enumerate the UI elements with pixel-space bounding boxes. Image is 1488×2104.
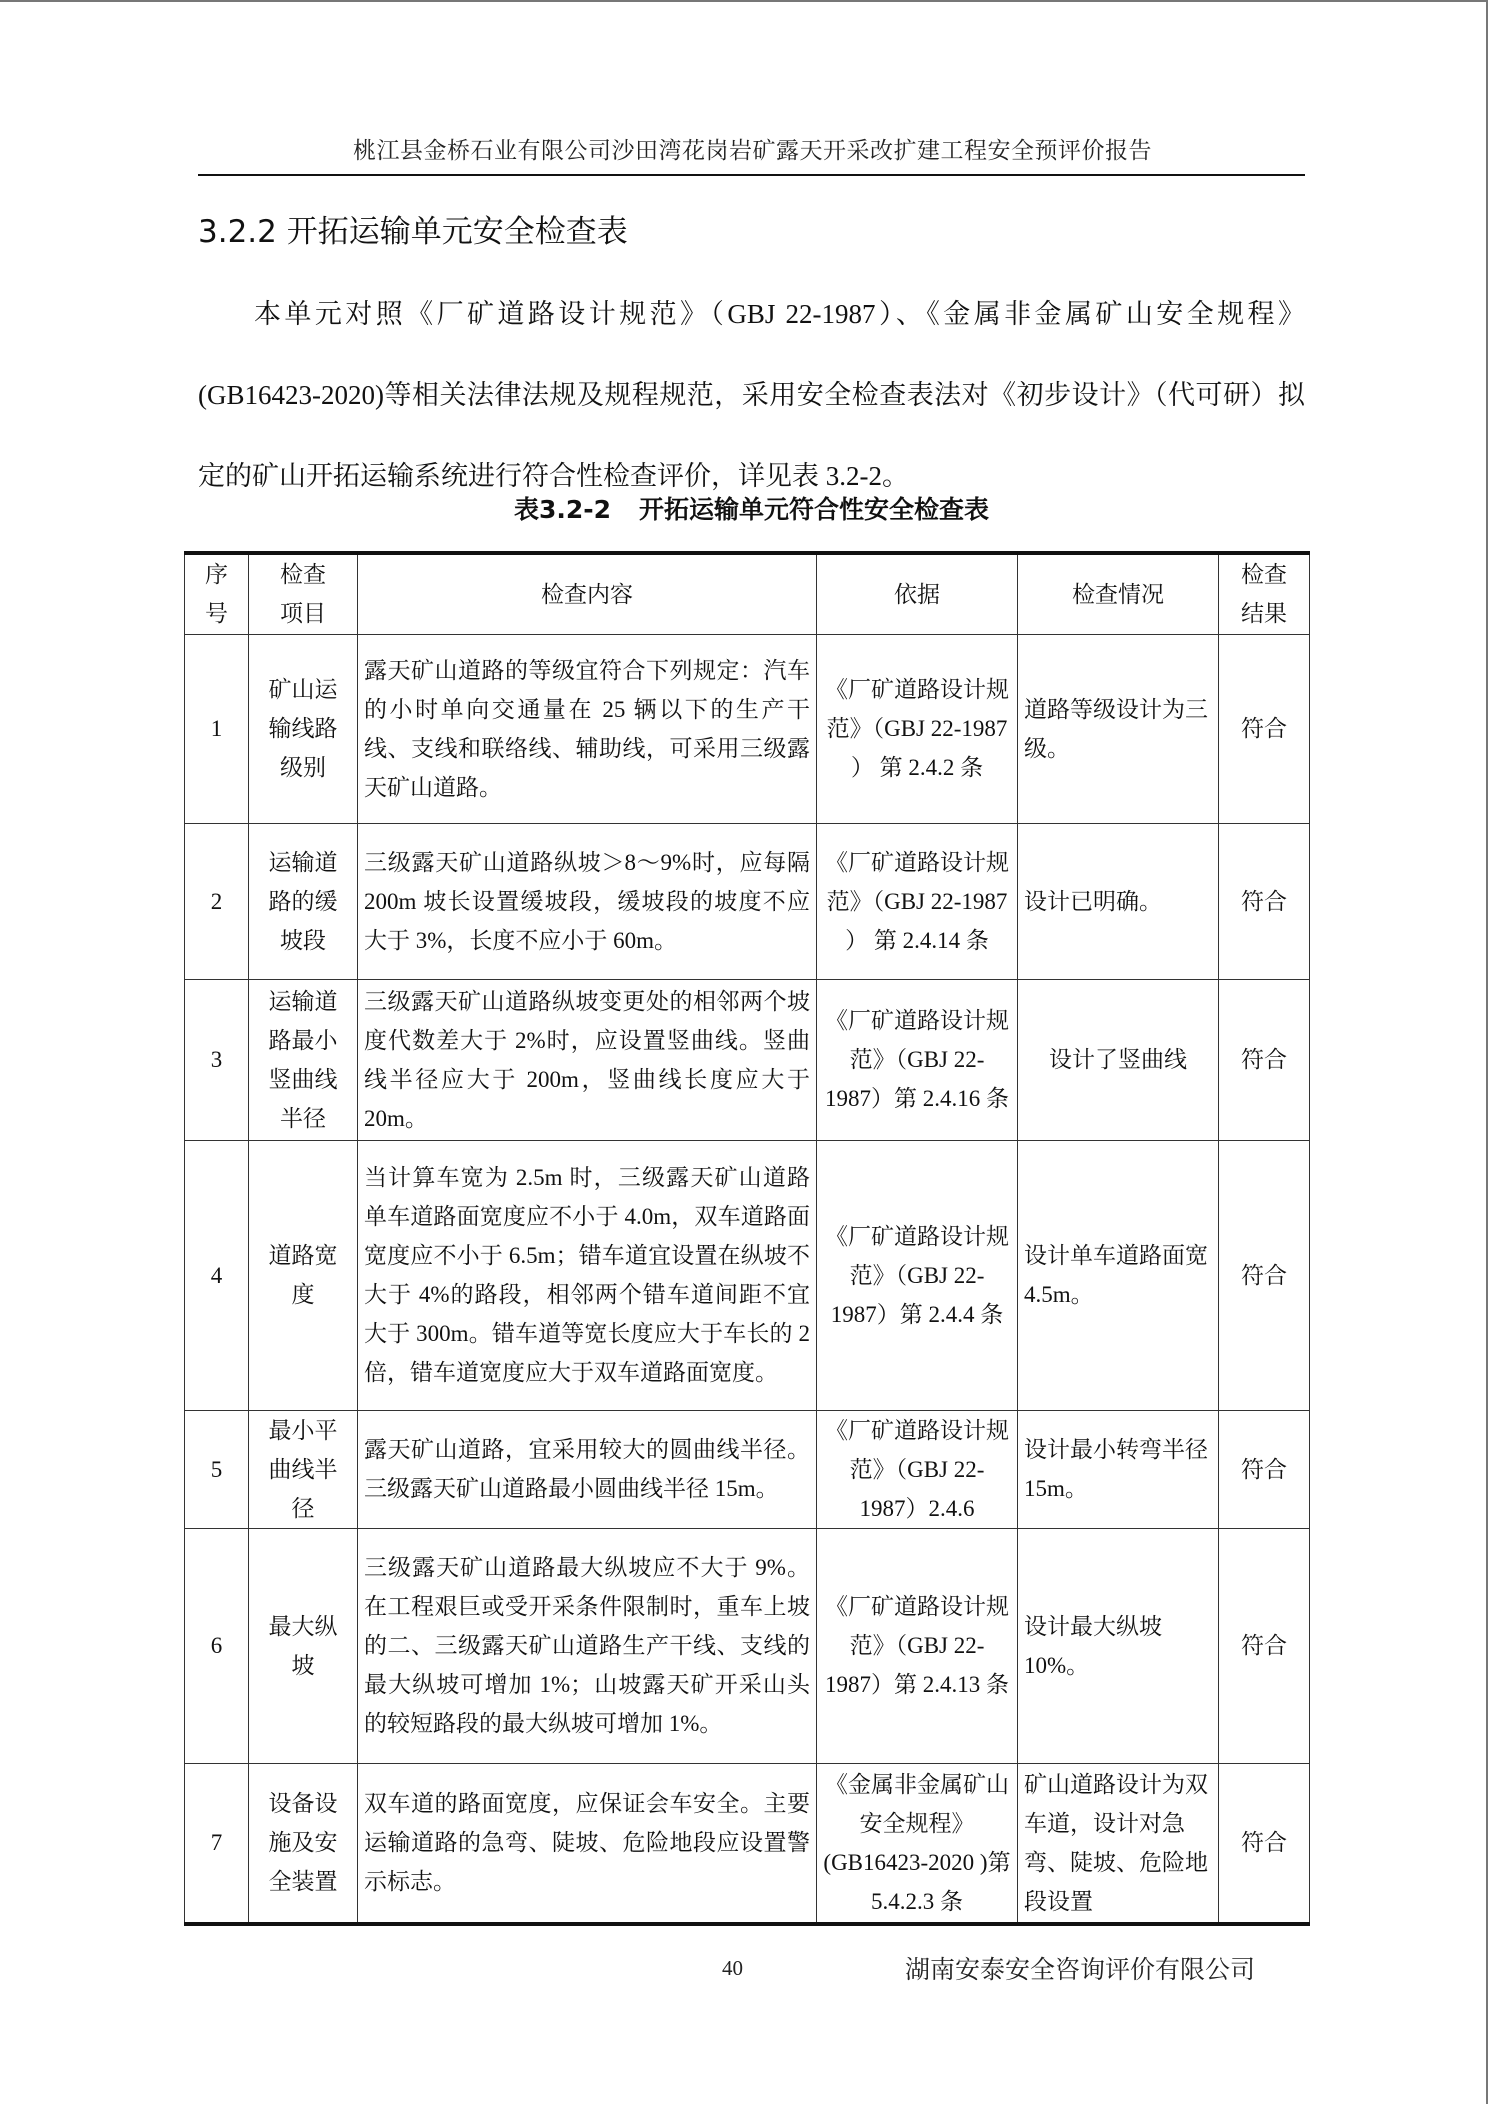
cell-item: [249, 979, 358, 1140]
cell-item-line: 输线路: [268, 716, 338, 741]
cell-item: [249, 1140, 358, 1410]
cell-item-line: 矿山运: [268, 677, 338, 702]
cell-content: 三级露天矿山道路最大纵坡应不大于 9%。在工程艰巨或受开采条件限制时，重车上坡的二、三级露天矿山道路生产干线、支线的最大纵坡可增加 1%；山坡露天矿开采山头的较短路段的最大纵坡可增加 1%。: [358, 1528, 817, 1763]
cell-basis: 《厂矿道路设计规范》（GBJ 22-1987 ） 第 2.4.14 条: [817, 823, 1018, 979]
cell-item-line: 径: [291, 1495, 315, 1521]
cell-status: 设计了竖曲线: [1018, 979, 1219, 1140]
cell-no: 2: [185, 823, 249, 979]
cell-content: 露天矿山道路的等级宜符合下列规定：汽车的小时单向交通量在 25 辆以下的生产干线、支线和联络线、辅助线，可采用三级露天矿山道路。: [358, 634, 817, 823]
cell-result: 符合: [1219, 1410, 1310, 1528]
col-header-result: 检查 结果: [1219, 553, 1310, 634]
cell-item: [249, 1528, 358, 1763]
table-caption-number: 表3.2-2: [513, 495, 612, 524]
cell-basis: 《厂矿道路设计规范》（GBJ 22-1987 ） 第 2.4.2 条: [817, 634, 1018, 823]
cell-item-line: 竖曲线: [268, 1066, 338, 1092]
cell-status: 设计已明确。: [1018, 823, 1219, 979]
cell-result: 符合: [1219, 979, 1310, 1140]
table-row: [185, 823, 1310, 979]
table-row: [185, 1528, 1310, 1763]
safety-check-table: [184, 551, 1310, 1926]
cell-no: 7: [185, 1763, 249, 1924]
cell-basis: 《厂矿道路设计规范》（GBJ 22-1987）第 2.4.13 条: [817, 1528, 1018, 1763]
cell-result: 符合: [1219, 1140, 1310, 1410]
cell-item-line: 半径: [280, 1105, 326, 1131]
cell-item-line: 路最小: [268, 1027, 338, 1053]
cell-basis: 《厂矿道路设计规范》（GBJ 22-1987）2.4.6: [817, 1410, 1018, 1528]
cell-item-line: 级别: [280, 755, 326, 780]
cell-result: 符合: [1219, 634, 1310, 823]
cell-item-line: 坡段: [280, 927, 326, 953]
col-header-content: 检查内容: [358, 553, 817, 634]
cell-content: 三级露天矿山道路纵坡＞8～9%时，应每隔 200m 坡长设置缓坡段，缓坡段的坡度不应大于 3%，长度不应小于 60m。: [358, 823, 817, 979]
col-header-status: 检查情况: [1018, 553, 1219, 634]
cell-item-line: 全装置: [268, 1869, 338, 1895]
cell-item-line: 坡: [291, 1652, 315, 1678]
cell-basis: 《厂矿道路设计规范》（GBJ 22-1987）第 2.4.4 条: [817, 1140, 1018, 1410]
table-caption: [198, 490, 1305, 526]
cell-basis: 《厂矿道路设计规范》（GBJ 22-1987）第 2.4.16 条: [817, 979, 1018, 1140]
cell-status: 设计单车道路面宽 4.5m。: [1018, 1140, 1219, 1410]
cell-content: 三级露天矿山道路纵坡变更处的相邻两个坡度代数差大于 2%时，应设置竖曲线。竖曲线半径应大于 200m，竖曲线长度应大于 20m。: [358, 979, 817, 1140]
col-header-no: 序 号: [185, 553, 249, 634]
cell-item-line: 最小平: [268, 1417, 338, 1443]
table-caption-title: 开拓运输单元符合性安全检查表: [639, 495, 990, 524]
cell-item: [249, 634, 358, 823]
cell-content: 露天矿山道路，宜采用较大的圆曲线半径。三级露天矿山道路最小圆曲线半径 15m。: [358, 1410, 817, 1528]
section-heading: 3.2.2 开拓运输单元安全检查表: [198, 214, 628, 250]
cell-item-line: 路的缓: [268, 888, 338, 914]
cell-no: 5: [185, 1410, 249, 1528]
table-row: [185, 1410, 1310, 1528]
table-row: [185, 634, 1310, 823]
cell-item-line: 道路宽: [268, 1243, 338, 1268]
cell-item-line: 运输道: [268, 849, 338, 875]
header-divider: [198, 174, 1305, 176]
running-header-title: 桃江县金桥石业有限公司沙田湾花岗岩矿露天开采改扩建工程安全预评价报告: [353, 138, 1152, 163]
cell-result: 符合: [1219, 1763, 1310, 1924]
col-header-basis: 依据: [817, 553, 1018, 634]
cell-item-line: 设备设: [268, 1791, 338, 1817]
cell-result: 符合: [1219, 823, 1310, 979]
cell-status: 矿山道路设计为双车道，设计对急弯、陡坡、危险地段设置: [1018, 1763, 1219, 1924]
cell-no: 6: [185, 1528, 249, 1763]
cell-item-line: 度: [291, 1282, 315, 1307]
cell-status: 设计最小转弯半径 15m。: [1018, 1410, 1219, 1528]
cell-item-line: 施及安: [268, 1830, 338, 1856]
cell-item: [249, 823, 358, 979]
cell-item: [249, 1410, 358, 1528]
cell-content: 双车道的路面宽度，应保证会车安全。主要运输道路的急弯、陡坡、危险地段应设置警示标志。: [358, 1763, 817, 1924]
cell-status: 道路等级设计为三级。: [1018, 634, 1219, 823]
table-header-row: [185, 553, 1310, 634]
cell-item-line: 最大纵: [268, 1613, 338, 1639]
intro-paragraph: 本单元对照《厂矿道路设计规范》（GBJ 22-1987）、《金属非金属矿山安全规程》(GB16423-2020)等相关法律法规及规程规范，采用安全检查表法对《初步设计》（代可研）拟定的矿山开拓运输系统进行符合性检查评价，详见表 3.2-2。: [198, 299, 1305, 491]
table-row: [185, 1140, 1310, 1410]
cell-item-line: 曲线半: [268, 1456, 338, 1482]
cell-content: 当计算车宽为 2.5m 时，三级露天矿山道路单车道路面宽度应不小于 4.0m，双车道路面宽度应不小于 6.5m；错车道宜设置在纵坡不大于 4%的路段，相邻两个错车道间距不宜大于 300m。错车道等宽长度应大于车长的 2 倍，错车道宽度应大于双车道路面宽度。: [358, 1140, 817, 1410]
cell-no: 3: [185, 979, 249, 1140]
cell-item-line: 运输道: [268, 988, 338, 1014]
table-row: [185, 1763, 1310, 1924]
page-number: 40: [722, 1956, 743, 1980]
footer-company: 湖南安泰安全咨询评价有限公司: [905, 1957, 1256, 1984]
cell-no: 1: [185, 634, 249, 823]
cell-status: 设计最大纵坡 10%。: [1018, 1528, 1219, 1763]
table-row: [185, 979, 1310, 1140]
col-header-item: 检查 项目: [249, 553, 358, 634]
cell-no: 4: [185, 1140, 249, 1410]
cell-item: [249, 1763, 358, 1924]
cell-basis: 《金属非金属矿山安全规程》(GB16423-2020 )第 5.4.2.3 条: [817, 1763, 1018, 1924]
cell-result: 符合: [1219, 1528, 1310, 1763]
